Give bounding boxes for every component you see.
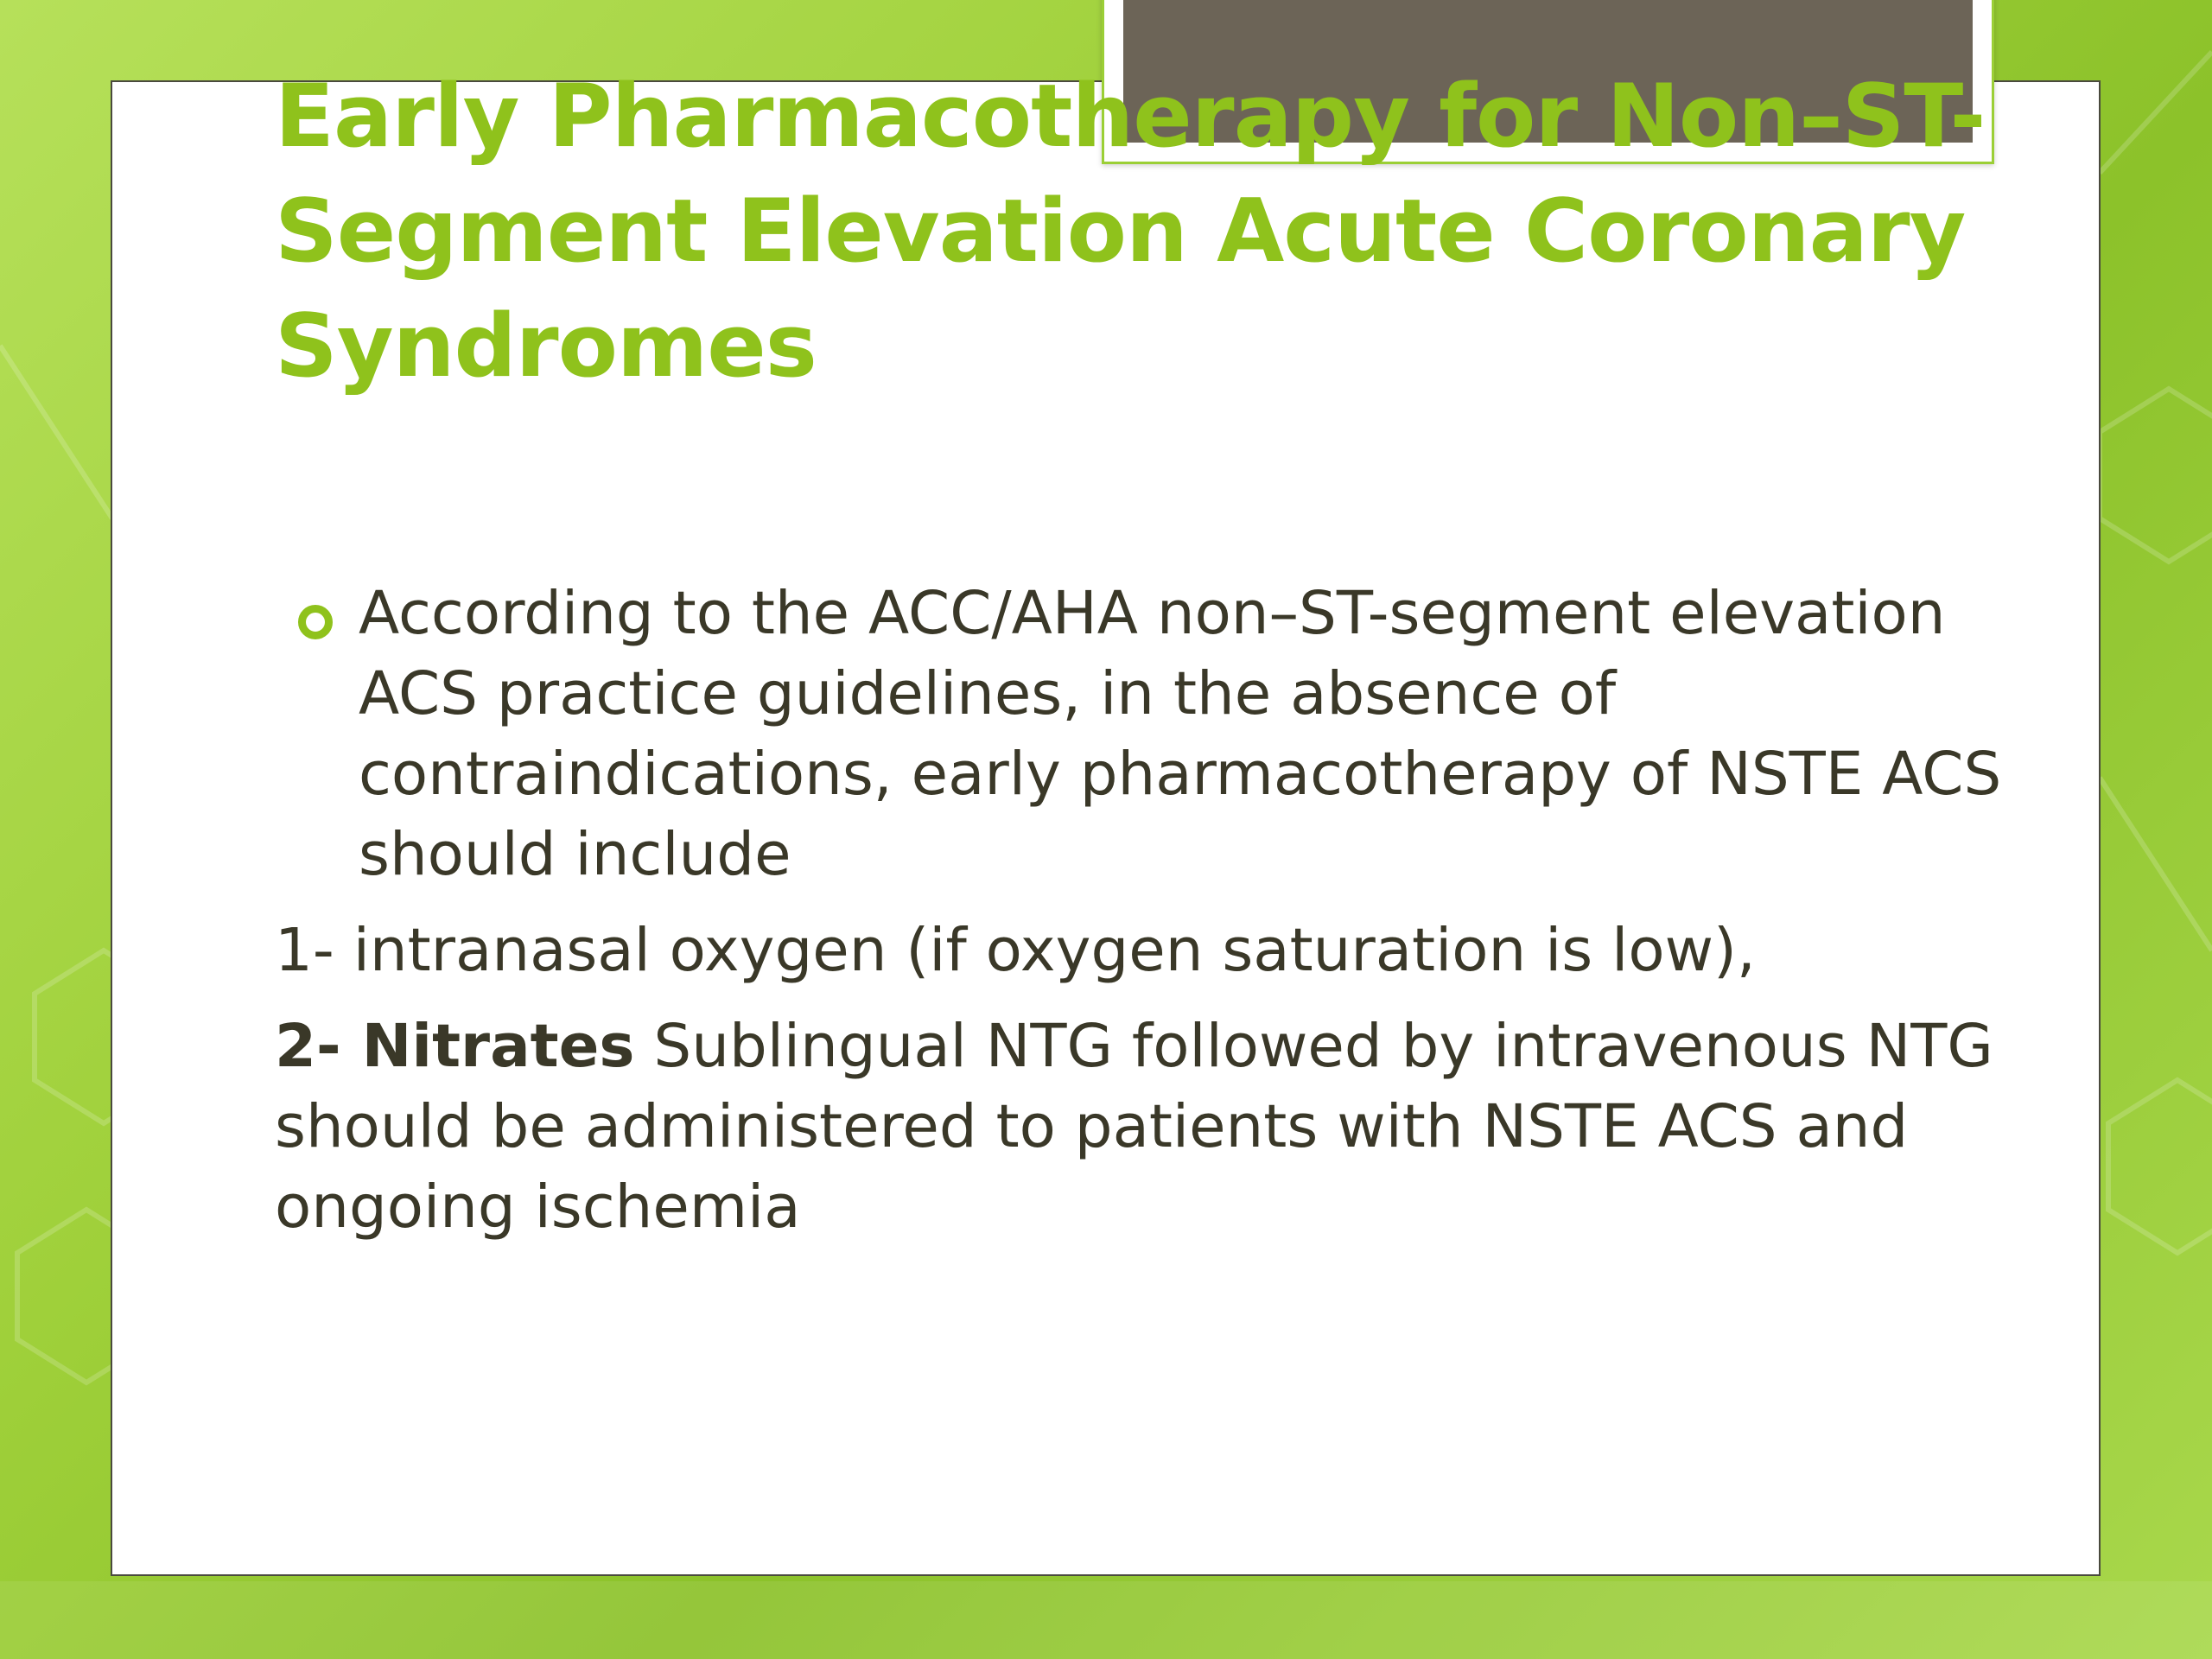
oxygen-line: 1- intranasal oxygen (if oxygen saturation is low), (275, 916, 1756, 985)
bullet-text: According to the ACC/AHA non–ST-segment elevation ACS practice guidelines, in the absence of contraindications, early pharmacotherapy of NSTE ACS should include (359, 579, 2002, 889)
nitrates-label: 2- Nitrates (275, 1012, 635, 1081)
slide-body (275, 574, 2003, 1248)
hollow-circle-bullet-icon (298, 605, 333, 639)
nitrates-text: Sublingual NTG followed by intravenous NTG should be administered to patients with NSTE ACS and ongoing ischemia (275, 1012, 1993, 1242)
bullet-item (275, 574, 2003, 895)
nitrates-paragraph (275, 1007, 2003, 1248)
slide-title: Early Pharmacotherapy for Non–ST-Segment Elevation Acute Coronary Syndromes (275, 65, 1986, 397)
